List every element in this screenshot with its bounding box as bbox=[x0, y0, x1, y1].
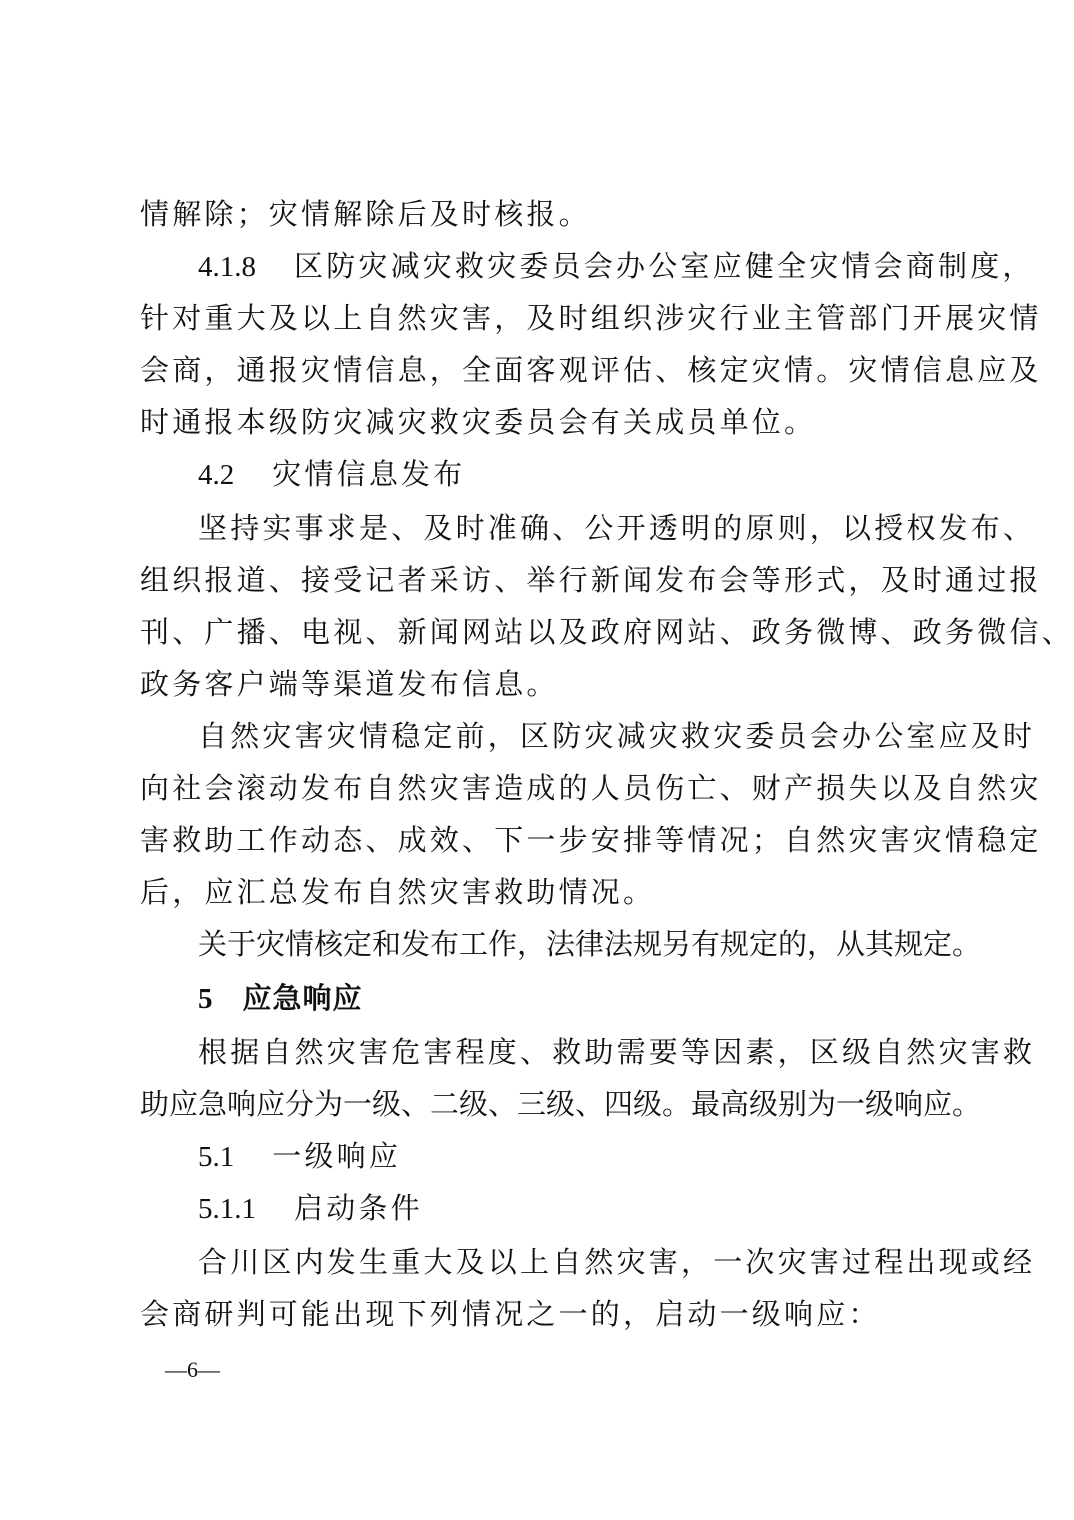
paragraph-line: 针对重大及以上自然灾害，及时组织涉灾行业主管部门开展灾情 bbox=[140, 301, 1042, 335]
section-title: 一级响应 bbox=[272, 1139, 402, 1173]
paragraph-line: 助应急响应分为一级、二级、三级、四级。最高级别为一级响应。 bbox=[140, 1087, 982, 1121]
paragraph-line: 刊、广播、电视、新闻网站以及政府网站、政务微博、政务微信、 bbox=[140, 615, 1074, 649]
paragraph-line: 后，应汇总发布自然灾害救助情况。 bbox=[140, 875, 656, 909]
paragraph-line: 会商，通报灾情信息，全面客观评估、核定灾情。灾情信息应及 bbox=[140, 353, 1042, 387]
section-5-1-1-heading bbox=[198, 1182, 940, 1234]
paragraph-line: 自然灾害灾情稳定前，区防灾减灾救灾委员会办公室应及时 bbox=[198, 719, 1036, 753]
section-title: 应急响应 bbox=[242, 981, 363, 1015]
paragraph-line: 会商研判可能出现下列情况之一的，启动一级响应： bbox=[140, 1297, 881, 1331]
section-number: 4.1.8 bbox=[198, 251, 256, 283]
section-5-1-heading bbox=[198, 1130, 940, 1182]
paragraph-line: 坚持实事求是、及时准确、公开透明的原则，以授权发布、 bbox=[198, 511, 1036, 545]
section-number: 5.1 bbox=[198, 1141, 235, 1173]
section-number: 4.2 bbox=[198, 459, 235, 491]
section-title: 启动条件 bbox=[294, 1191, 423, 1225]
paragraph-line: 关于灾情核定和发布工作，法律法规另有规定的，从其规定。 bbox=[198, 927, 982, 961]
section-number: 5 bbox=[198, 983, 213, 1015]
section-number: 5.1.1 bbox=[198, 1193, 256, 1225]
section-4-2-heading bbox=[198, 448, 940, 500]
paragraph-line: 情解除；灾情解除后及时核报。 bbox=[140, 197, 591, 231]
section-text: 区防灾减灾救灾委员会办公室应健全灾情会商制度， bbox=[294, 249, 1035, 283]
paragraph-line: 害救助工作动态、成效、下一步安排等情况；自然灾害灾情稳定 bbox=[140, 823, 1042, 857]
page-number: —6— bbox=[165, 1357, 220, 1382]
paragraph-line: 合川区内发生重大及以上自然灾害，一次灾害过程出现或经 bbox=[198, 1245, 1036, 1279]
paragraph-line: 向社会滚动发布自然灾害造成的人员伤亡、财产损失以及自然灾 bbox=[140, 771, 1042, 805]
section-4-1-8-line bbox=[198, 240, 1035, 292]
paragraph-line: 组织报道、接受记者采访、举行新闻发布会等形式，及时通过报 bbox=[140, 563, 1042, 597]
paragraph-line: 根据自然灾害危害程度、救助需要等因素，区级自然灾害救 bbox=[198, 1035, 1036, 1069]
paragraph-line: 时通报本级防灾减灾救灾委员会有关成员单位。 bbox=[140, 405, 817, 439]
section-title: 灾情信息发布 bbox=[272, 457, 466, 491]
section-5-heading bbox=[198, 972, 940, 1024]
paragraph-line: 政务客户端等渠道发布信息。 bbox=[140, 667, 559, 701]
